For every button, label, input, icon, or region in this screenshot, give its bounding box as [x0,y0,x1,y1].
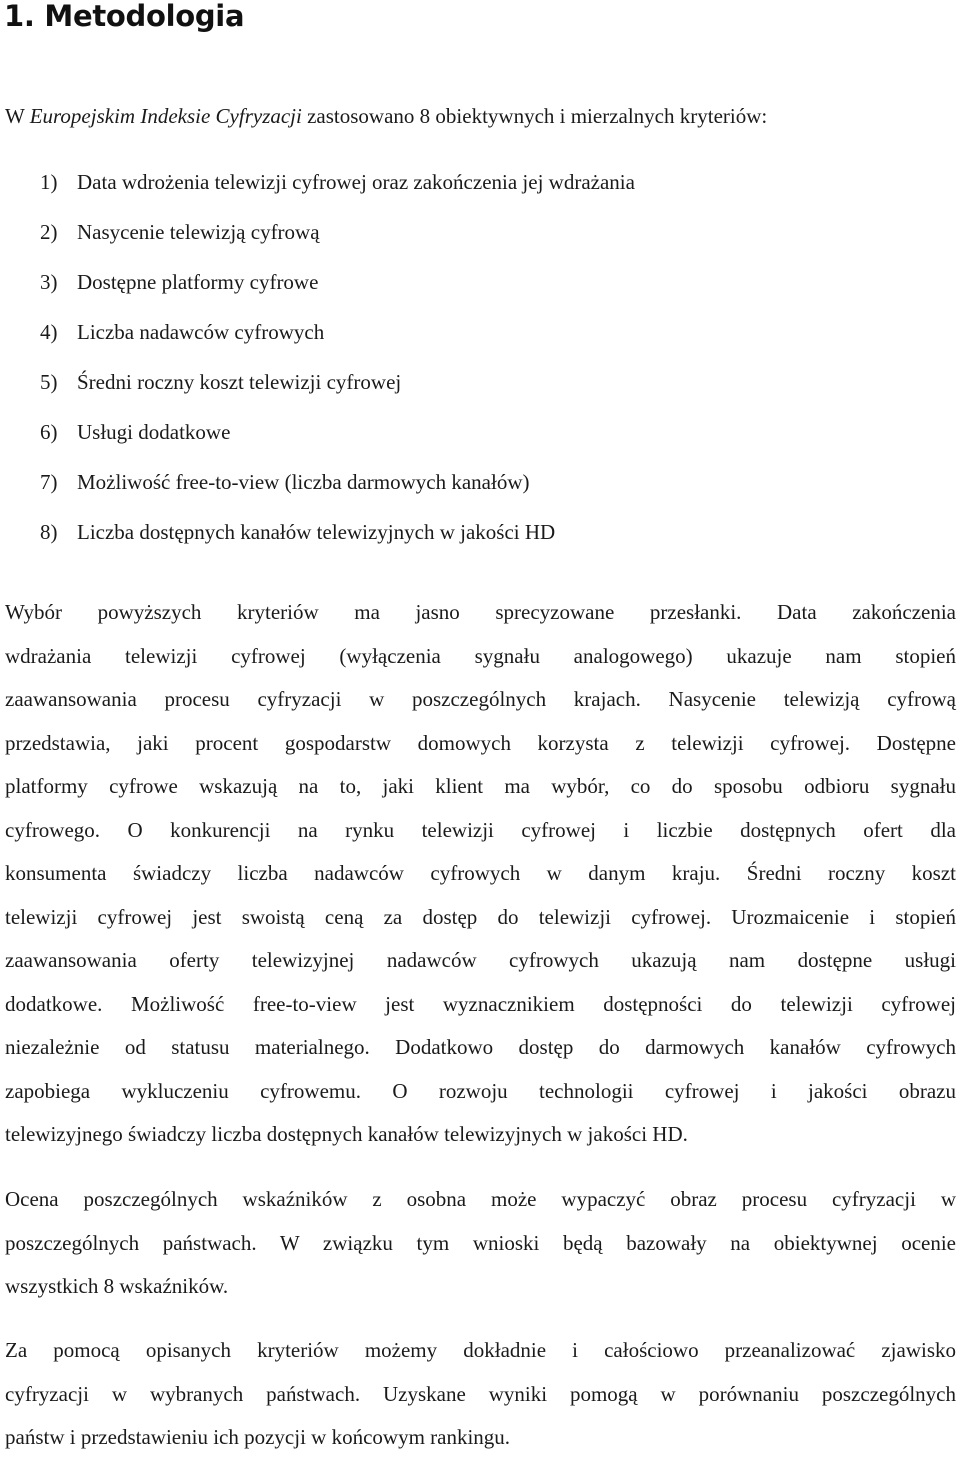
criteria-item [40,266,635,316]
paragraph-line: telewizji cyfrowej jest swoistą ceną za dostęp do telewizji cyfrowej. Urozmaicenie i stopień [5,904,956,929]
paragraph-line: cyfryzacji w wybranych państwach. Uzyskane wyniki pomogą w porównaniu poszczególnych [5,1381,956,1406]
criteria-text: Usługi dodatkowe [77,420,231,444]
criteria-number: 2) [40,220,58,244]
criteria-item [40,316,635,366]
criteria-text: Możliwość free-to-view (liczba darmowych kanałów) [77,470,530,494]
paragraph-line: niezależnie od statusu materialnego. Dodatkowo dostęp do darmowych kanałów cyfrowych [5,1035,956,1059]
paragraph-line: zapobiega wykluczeniu cyfrowemu. O rozwoju technologii cyfrowej i jakości obrazu [5,1078,956,1103]
criteria-text: Nasycenie telewizją cyfrową [77,220,320,244]
criteria-number: 6) [40,420,58,444]
paragraph-line: zaawansowania oferty telewizyjnej nadawców cyfrowych ukazują nam dostępne usługi [5,948,956,972]
rationale-paragraph [5,596,956,1162]
paragraph-line: Ocena poszczególnych wskaźników z osobna może wypaczyć obraz procesu cyfryzacji w [5,1187,956,1211]
index-name: Europejskim Indeksie Cyfryzacji [29,104,302,128]
criteria-item [40,516,635,566]
assessment-paragraph [5,1183,956,1314]
paragraph-line: Za pomocą opisanych kryteriów możemy dokładnie i całościowo przeanalizować zjawisko [5,1338,956,1362]
criteria-text: Data wdrożenia telewizji cyfrowej oraz zakończenia jej wdrażania [77,170,635,194]
paragraph-line: Wybór powyższych kryteriów ma jasno sprecyzowane przesłanki. Data zakończenia [5,600,956,624]
intro-suffix: zastosowano 8 obiektywnych i mierzalnych kryteriów: [301,104,768,128]
paragraph-line: poszczególnych państwach. W związku tym wnioski będą bazowały na obiektywnej ocenie [5,1230,956,1255]
conclusion-paragraph [5,1334,956,1465]
criteria-text: Liczba dostępnych kanałów telewizyjnych w jakości HD [77,520,556,544]
criteria-item [40,166,635,216]
paragraph-line: cyfrowego. O konkurencji na rynku telewizji cyfrowej i liczbie dostępnych ofert dla [5,817,956,842]
criteria-number: 5) [40,370,58,394]
criteria-item [40,416,635,466]
paragraph-line: wszystkich 8 wskaźników. [5,1274,229,1298]
intro-sentence [5,100,767,132]
criteria-number: 3) [40,270,58,294]
criteria-number: 7) [40,470,58,494]
criteria-number: 8) [40,520,58,544]
criteria-text: Dostępne platformy cyfrowe [77,270,319,294]
paragraph-line: konsumenta świadczy liczba nadawców cyfrowych w danym kraju. Średni roczny koszt [5,861,956,885]
criteria-item [40,216,635,266]
paragraph-line: wdrażania telewizji cyfrowej (wyłączenia sygnału analogowego) ukazuje nam stopień [5,643,956,668]
criteria-number: 1) [40,170,58,194]
criteria-item [40,466,635,516]
intro-prefix: W [5,104,30,128]
criteria-text: Średni roczny koszt telewizji cyfrowej [77,370,402,394]
paragraph-line: dodatkowe. Możliwość free-to-view jest wyznacznikiem dostępności do telewizji cyfrowej [5,991,956,1016]
criteria-text: Liczba nadawców cyfrowych [77,320,325,344]
criteria-item [40,366,635,416]
paragraph-line: zaawansowania procesu cyfryzacji w poszczególnych krajach. Nasycenie telewizją cyfrową [5,687,956,711]
section-heading: 1. Metodologia [4,0,245,33]
paragraph-line: państw i przedstawieniu ich pozycji w końcowym rankingu. [5,1425,511,1449]
paragraph-line: przedstawia, jaki procent gospodarstw domowych korzysta z telewizji cyfrowej. Dostępne [5,730,956,755]
paragraph-line: telewizyjnego świadczy liczba dostępnych kanałów telewizyjnych w jakości HD. [5,1122,688,1146]
criteria-number: 4) [40,320,58,344]
criteria-list [40,166,635,566]
paragraph-line: platformy cyfrowe wskazują na to, jaki klient ma wybór, co do sposobu odbioru sygnału [5,774,956,798]
